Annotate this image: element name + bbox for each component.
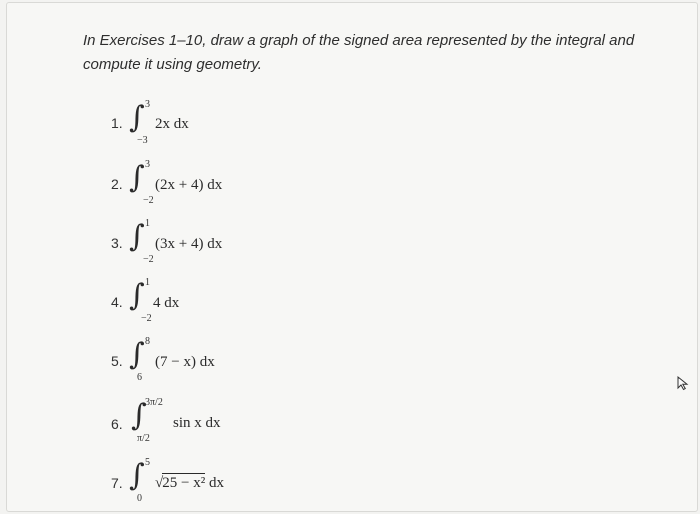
problem-1 (111, 101, 371, 155)
problem-number: 4. (111, 294, 123, 310)
problem-4 (111, 279, 371, 333)
lower-limit: π/2 (137, 433, 150, 444)
integral-sign: ∫ (131, 398, 147, 433)
mouse-pointer-icon (675, 375, 691, 391)
problem-number: 3. (111, 235, 123, 251)
problem-number: 7. (111, 475, 123, 491)
problem-2 (111, 161, 371, 215)
lower-limit: −3 (137, 135, 148, 146)
integral-sign: ∫ (129, 458, 145, 493)
problem-5 (111, 338, 371, 392)
integrand: 2x dx (155, 116, 189, 132)
integrand: (7 − x) dx (155, 354, 215, 370)
problem-3 (111, 220, 371, 274)
integrand: (2x + 4) dx (155, 177, 223, 193)
problem-number: 2. (111, 176, 123, 192)
integrand: (3x + 4) dx (155, 236, 223, 252)
upper-limit: 3 (145, 99, 150, 110)
upper-limit: 1 (145, 218, 150, 229)
lower-limit: −2 (141, 313, 152, 324)
upper-limit: 5 (145, 457, 150, 468)
problem-number: 5. (111, 353, 123, 369)
differential: dx (208, 475, 224, 491)
problem-7 (111, 459, 371, 513)
square-root (155, 473, 205, 492)
integral-sign: ∫ (129, 160, 145, 195)
lower-limit: −2 (143, 195, 154, 206)
lower-limit: 0 (137, 493, 142, 504)
integrand: sin x dx (173, 415, 221, 431)
radical-sign: √ (155, 475, 164, 491)
upper-limit: 3π/2 (145, 397, 163, 408)
integral-sign: ∫ (129, 219, 145, 254)
problem-number: 1. (111, 115, 123, 131)
upper-limit: 8 (145, 336, 150, 347)
exercise-instructions: In Exercises 1–10, draw a graph of the signed area represented by the integral and compute it using geometry. (83, 32, 635, 73)
integrand: 4 dx (153, 295, 180, 311)
integral-sign: ∫ (129, 337, 145, 372)
problem-6 (111, 399, 371, 453)
problem-number: 6. (111, 416, 123, 432)
lower-limit: −2 (143, 254, 154, 265)
upper-limit: 1 (145, 277, 150, 288)
integral-sign: ∫ (129, 100, 145, 135)
document-page (6, 2, 698, 512)
upper-limit: 3 (145, 159, 150, 170)
integral-sign: ∫ (129, 278, 145, 313)
integrand (155, 473, 224, 492)
lower-limit: 6 (137, 372, 142, 383)
radicand: 25 − x² (162, 475, 206, 491)
